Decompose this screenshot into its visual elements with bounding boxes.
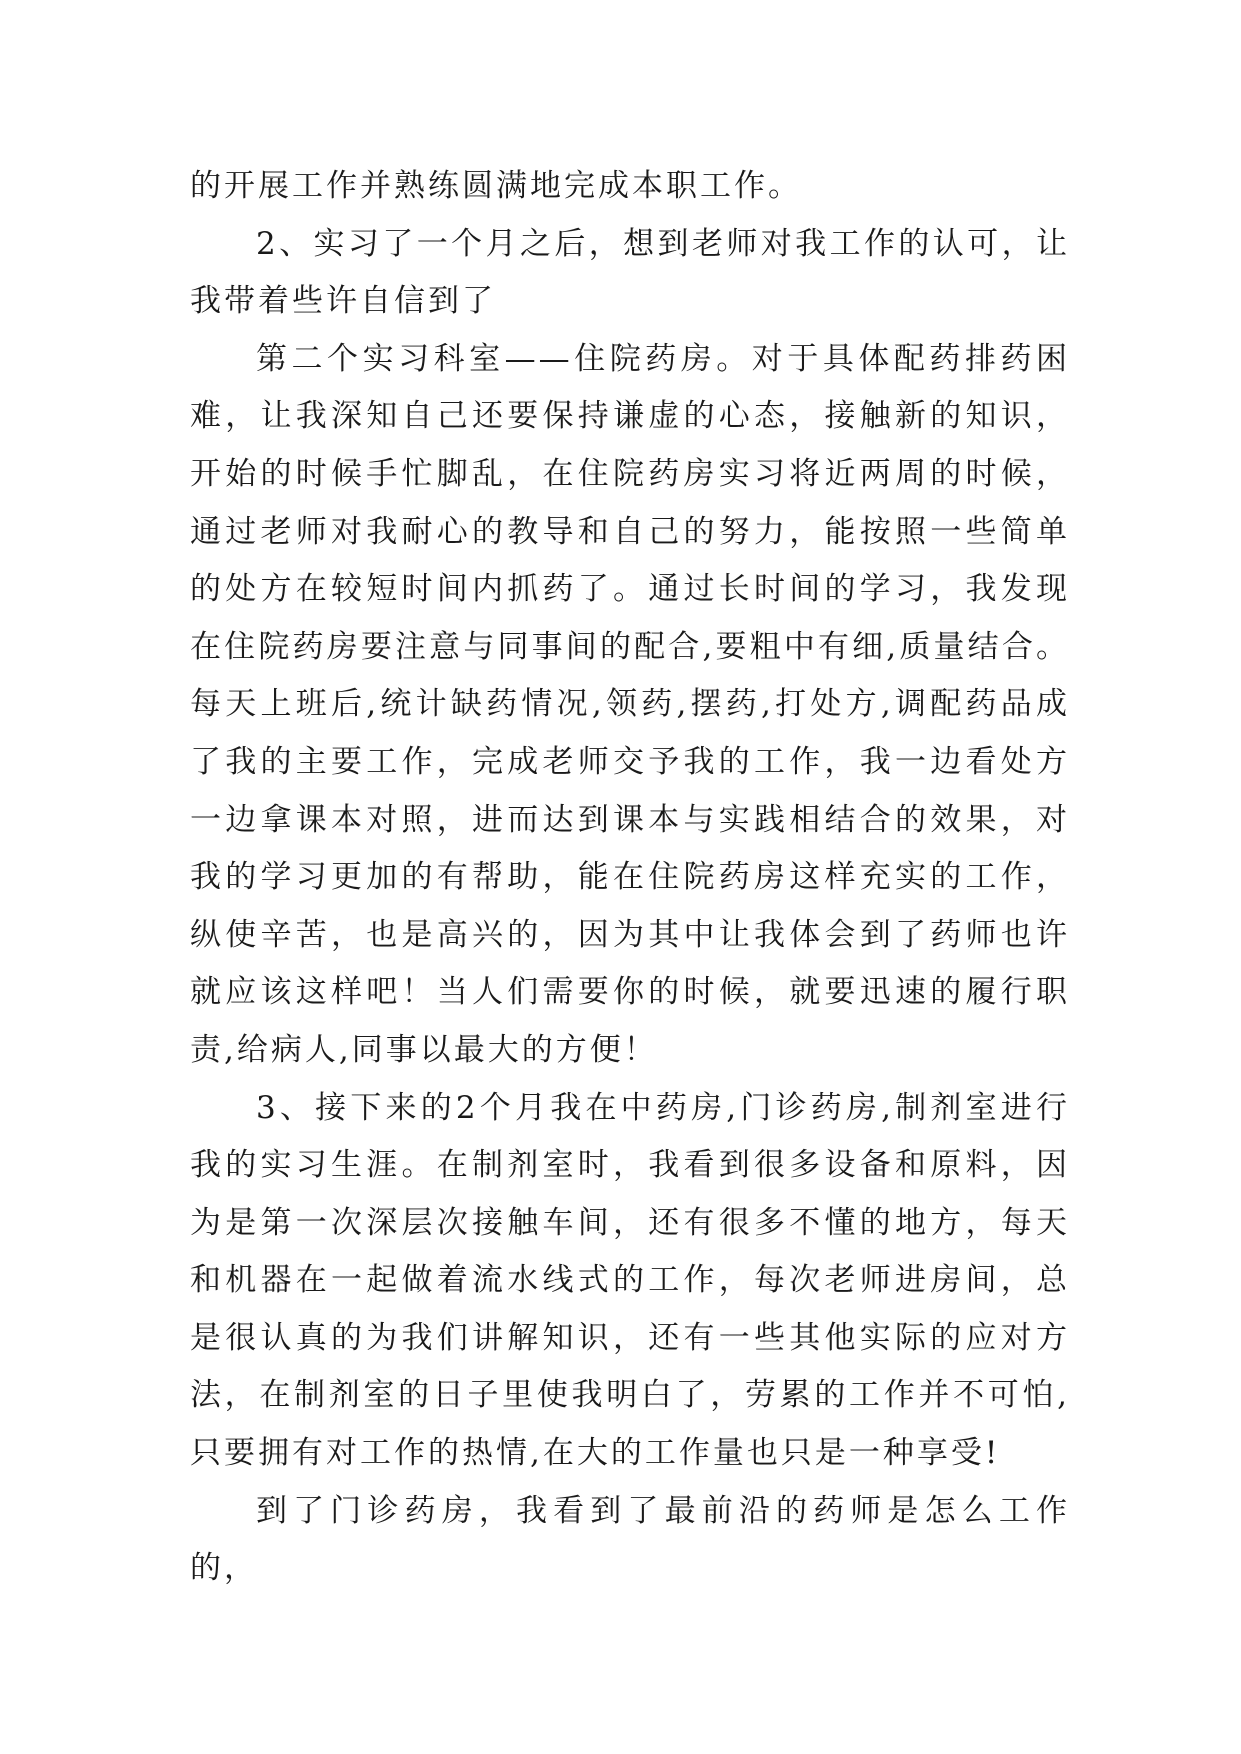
- paragraph: 第二个实习科室——住院药房。对于具体配药排药困难，让我深知自己还要保持谦虚的心态，接触新的知识，开始的时候手忙脚乱，在住院药房实习将近两周的时候，通过老师对我耐心的教导和自己的努力，能按照一些简单的处方在较短时间内抓药了。通过长时间的学习，我发现在住院药房要注意与同事间的配合,要粗中有细,质量结合。每天上班后,统计缺药情况,领药,摆药,打处方,调配药品成了我的主要工作，完成老师交予我的工作，我一边看处方一边拿课本对照，进而达到课本与实践相结合的效果，对我的学习更加的有帮助，能在住院药房这样充实的工作，纵使辛苦，也是高兴的，因为其中让我体会到了药师也许就应该这样吧！当人们需要你的时候，就要迅速的履行职责,给病人,同事以最大的方便！: [190, 340, 1070, 1068]
- document-body: [190, 158, 1070, 1598]
- paragraph: 的开展工作并熟练圆满地完成本职工作。: [190, 168, 802, 204]
- paragraph: 3、接下来的2个月我在中药房,门诊药房,制剂室进行我的实习生涯。在制剂室时，我看到很多设备和原料，因为是第一次深层次接触车间，还有很多不懂的地方，每天和机器在一起做着流水线式的工作，每次老师进房间，总是很认真的为我们讲解知识，还有一些其他实际的应对方法，在制剂室的日子里使我明白了，劳累的工作并不可怕,只要拥有对工作的热情,在大的工作量也只是一种享受!: [190, 1089, 1070, 1472]
- paragraph: 2、实习了一个月之后，想到老师对我工作的认可，让我带着些许自信到了: [190, 225, 1070, 320]
- paragraph: 到了门诊药房，我看到了最前沿的药师是怎么工作的，: [190, 1492, 1070, 1587]
